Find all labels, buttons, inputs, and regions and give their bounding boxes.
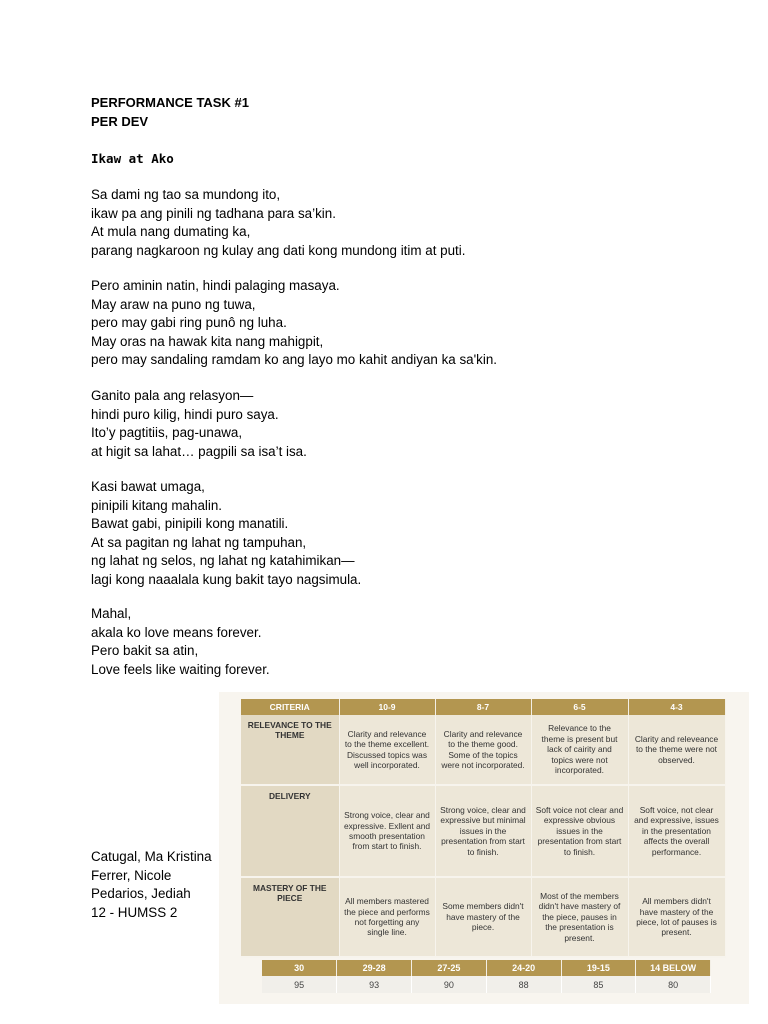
poem-line: pinipili kitang mahalin. <box>91 497 223 513</box>
poem-title: Ikaw at Ako <box>91 151 174 166</box>
rubric-cell: Some members didn't have mastery of the piece. <box>435 877 531 957</box>
authors-block <box>91 848 212 922</box>
rubric-header: 6-5 <box>531 699 628 715</box>
rubric-cell: All members mastered the piece and performs not forgetting any single line. <box>339 877 435 957</box>
rubric-header: 4-3 <box>628 699 725 715</box>
score-range: 14 BELOW <box>636 960 711 976</box>
poem-stanza <box>91 186 465 260</box>
poem-line: Pero bakit sa atin, <box>91 643 199 659</box>
poem-line: at higit sa lahat… pagpili sa isa’t isa. <box>91 443 307 459</box>
score-range: 24-20 <box>486 960 561 976</box>
poem-line: Kasi bawat umaga, <box>91 479 205 494</box>
rubric-row <box>241 785 725 877</box>
poem-line: Mahal, <box>91 606 132 621</box>
score-range: 29-28 <box>337 960 412 976</box>
author-name: Catugal, Ma Kristina <box>91 849 212 864</box>
score-range: 30 <box>262 960 337 976</box>
score-grade: 80 <box>636 976 711 993</box>
author-name: Ferrer, Nicole <box>91 867 172 883</box>
poem-line: At sa pagitan ng lahat ng tampuhan, <box>91 534 307 550</box>
poem-line: Bawat gabi, pinipili kong manatili. <box>91 516 289 532</box>
poem-line: May oras na hawak kita nang mahigpit, <box>91 333 324 349</box>
section-label: 12 - HUMSS 2 <box>91 904 178 920</box>
poem-line: pero may sandaling ramdam ko ang layo mo kahit andiyan ka sa'kin. <box>91 352 497 368</box>
poem-line: akala ko love means forever. <box>91 624 262 640</box>
poem-line: At mula nang dumating ka, <box>91 224 251 240</box>
poem-line: lagi kong naaalala kung bakit tayo nagsimula. <box>91 571 362 587</box>
rubric-cell: Most of the members didn't have mastery of the piece, pauses in the presentation is present. <box>531 877 628 957</box>
score-grade: 88 <box>486 976 561 993</box>
poem-line: Pero aminin natin, hindi palaging masaya. <box>91 278 340 293</box>
rubric-criteria: MASTERY OF THE PIECE <box>241 877 339 957</box>
subject-label: PER DEV <box>91 114 149 129</box>
poem-line: Love feels like waiting forever. <box>91 661 270 677</box>
rubric-criteria: DELIVERY <box>241 785 339 877</box>
score-grade: 95 <box>262 976 337 993</box>
rubric-cell: Strong voice, clear and expressive but minimal issues in the presentation from start to finish. <box>435 785 531 877</box>
poem-line: Ito’y pagtitiis, pag-unawa, <box>91 425 243 441</box>
score-header-row <box>262 960 711 976</box>
rubric-cell: Soft voice not clear and expressive obvious issues in the presentation from start to finish. <box>531 785 628 877</box>
rubric-criteria: RELEVANCE TO THE THEME <box>241 715 339 785</box>
rubric-cell: Clarity and relevance to the theme excellent. Discussed topics was well incorporated. <box>339 715 435 785</box>
poem-line: May araw na puno ng tuwa, <box>91 296 256 312</box>
rubric-cell: Strong voice, clear and expressive. Exllent and smooth presentation from start to finish. <box>339 785 435 877</box>
task-title: PERFORMANCE TASK #1 <box>91 95 249 110</box>
poem-line: Sa dami ng tao sa mundong ito, <box>91 187 281 202</box>
score-grade: 90 <box>412 976 487 993</box>
poem-stanza <box>91 478 361 590</box>
score-grade: 93 <box>337 976 412 993</box>
poem-line: ng lahat ng selos, ng lahat ng katahimikan— <box>91 553 355 569</box>
rubric-cell: Relevance to the theme is present but lack of cairity and topics were not incorporated. <box>531 715 628 785</box>
score-range: 27-25 <box>412 960 487 976</box>
poem-line: pero may gabi ring punô ng luha. <box>91 315 287 331</box>
rubric-header: 8-7 <box>435 699 531 715</box>
rubric-cell: Clarity and releveance to the theme were not observed. <box>628 715 725 785</box>
rubric-row <box>241 715 725 785</box>
rubric-table <box>241 699 726 958</box>
score-range: 19-15 <box>561 960 636 976</box>
poem-stanza <box>91 277 497 370</box>
rubric-row <box>241 877 725 957</box>
score-table <box>262 960 711 993</box>
score-value-row <box>262 976 711 993</box>
rubric-cell: All members didn't have mastery of the piece, lot of pauses is present. <box>628 877 725 957</box>
rubric-cell: Soft voice, not clear and expressive, issues in the presentation affects the overall performance. <box>628 785 725 877</box>
poem-line: ikaw pa ang pinili ng tadhana para sa’kin. <box>91 205 336 221</box>
rubric-cell: Clarity and relevance to the theme good. Some of the topics were not incorporated. <box>435 715 531 785</box>
rubric-header: 10-9 <box>339 699 435 715</box>
poem-stanza <box>91 387 307 461</box>
rubric-header-row <box>241 699 725 715</box>
poem-line: parang nagkaroon ng kulay ang dati kong mundong itim at puti. <box>91 242 466 258</box>
score-grade: 85 <box>561 976 636 993</box>
rubric-header: CRITERIA <box>241 699 339 715</box>
poem-line: hindi puro kilig, hindi puro saya. <box>91 406 279 422</box>
author-name: Pedarios, Jediah <box>91 886 191 902</box>
poem-stanza <box>91 605 270 679</box>
poem-line: Ganito pala ang relasyon— <box>91 388 254 403</box>
